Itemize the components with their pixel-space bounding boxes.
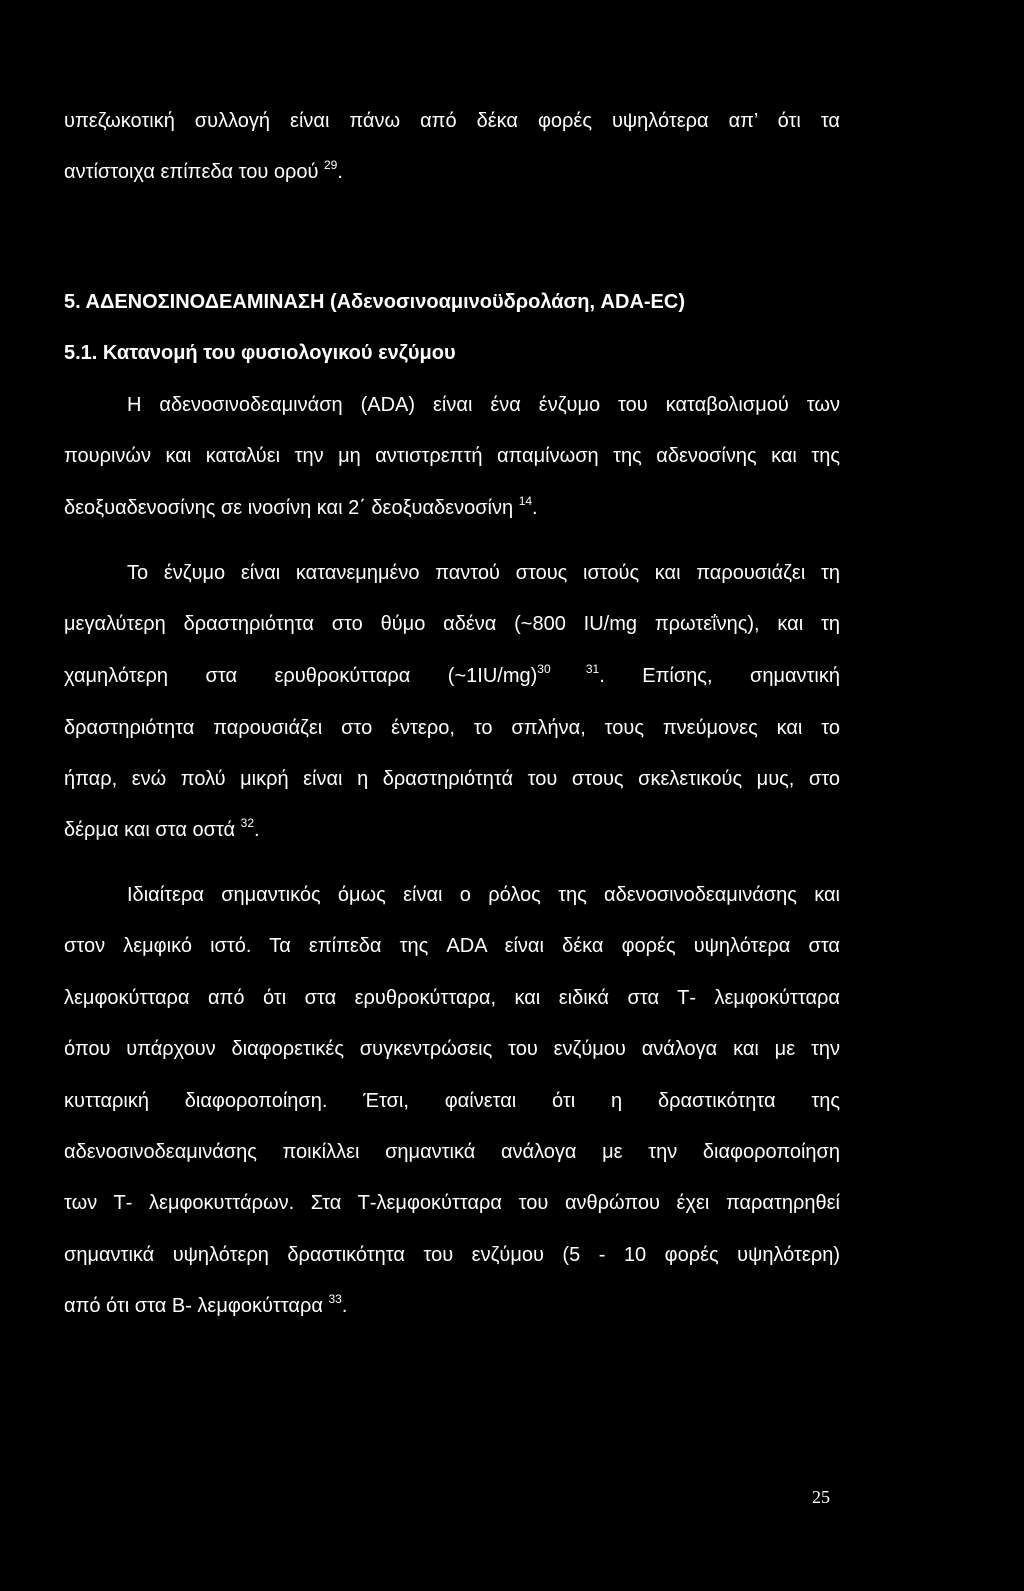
paragraph-line: λεμφοκύτταρα από ότι στα ερυθροκύτταρα, και ειδικά στα Τ- λεμφοκύτταρα xyxy=(64,987,840,1009)
line-text: αντίστοιχα επίπεδα του ορού xyxy=(64,161,324,183)
paragraph-line xyxy=(64,496,840,520)
line-punctuation: . xyxy=(341,1295,348,1317)
paragraph-line xyxy=(64,664,840,688)
line-punctuation: . xyxy=(337,161,343,183)
reference-number: 29 xyxy=(324,158,338,172)
page-number: 25 xyxy=(812,1487,830,1507)
paragraph-line: ήπαρ, ενώ πολύ μικρή είναι η δραστηριότητά του στους σκελετικούς μυς, στο xyxy=(64,768,840,790)
reference-number: 30 31 xyxy=(537,662,600,676)
paragraph-line: μεγαλύτερη δραστηριότητα στο θύμο αδένα (~800 IU/mg πρωτεΐνης), και τη xyxy=(64,613,840,635)
paragraph-line: όπου υπάρχουν διαφορετικές συγκεντρώσεις του ενζύμου ανάλογα και με την xyxy=(64,1038,840,1060)
paragraph-line: Η αδενοσινοδεαμινάση (ADA) είναι ένα ένζυμο του καταβολισμού των xyxy=(127,394,840,416)
paragraph-line: των Τ- λεμφοκυττάρων. Στα Τ-λεμφοκύτταρα του ανθρώπου έχει παρατηρηθεί xyxy=(64,1192,840,1214)
subsection-heading: 5.1. Κατανομή του φυσιολογικού ενζύμου xyxy=(64,342,456,364)
reference-number: 32 xyxy=(240,816,255,830)
paragraph-line: υπεζωκοτική συλλογή είναι πάνω από δέκα φορές υψηλότερα απ’ ότι τα xyxy=(64,110,840,132)
paragraph-line xyxy=(64,1294,840,1318)
line-text: . Επίσης, σημαντική xyxy=(599,665,840,687)
paragraph-line xyxy=(64,818,840,842)
paragraph-line: κυτταρική διαφοροποίηση. Έτσι, φαίνεται ότι η δραστικότητα της xyxy=(64,1090,840,1112)
line-text: χαμηλότερη στα ερυθροκύτταρα (~1IU/mg) xyxy=(64,665,538,687)
paragraph-line: πουρινών και καταλύει την μη αντιστρεπτή απαμίνωση της αδενοσίνης και της xyxy=(64,445,840,467)
paragraph-line: στον λεμφικό ιστό. Τα επίπεδα της ADA είναι δέκα φορές υψηλότερα στα xyxy=(64,935,840,957)
reference-number: 33 xyxy=(328,1292,342,1306)
paragraph-line: Ιδιαίτερα σημαντικός όμως είναι ο ρόλος της αδενοσινοδεαμινάσης και xyxy=(127,884,840,906)
reference-number: 14 xyxy=(518,494,533,508)
paragraph-line: Το ένζυμο είναι κατανεμημένο παντού στους ιστούς και παρουσιάζει τη xyxy=(127,562,840,584)
paragraph-line: αδενοσινοδεαμινάσης ποικίλλει σημαντικά ανάλογα με την διαφοροποίηση xyxy=(64,1141,840,1163)
line-text: από ότι στα Β- λεμφοκύτταρα xyxy=(64,1295,329,1317)
paragraph-line: σημαντικά υψηλότερη δραστικότητα του ενζύμου (5 - 10 φορές υψηλότερη) xyxy=(64,1244,840,1266)
line-text: δεοξυαδενοσίνης σε ινοσίνη και 2΄ δεοξυαδενοσίνη xyxy=(64,497,519,519)
section-heading: 5. ΑΔΕΝΟΣΙΝΟΔΕΑΜΙΝΑΣΗ (Αδενοσινοαμινοϋδρολάση, ADA-EC) xyxy=(64,291,685,313)
line-punctuation: . xyxy=(532,497,538,519)
line-text: δέρμα και στα οστά xyxy=(64,819,241,841)
line-punctuation: . xyxy=(254,819,260,841)
paragraph-line: δραστηριότητα παρουσιάζει στο έντερο, το σπλήνα, τους πνεύμονες και το xyxy=(64,717,840,739)
paragraph-line xyxy=(64,160,840,184)
